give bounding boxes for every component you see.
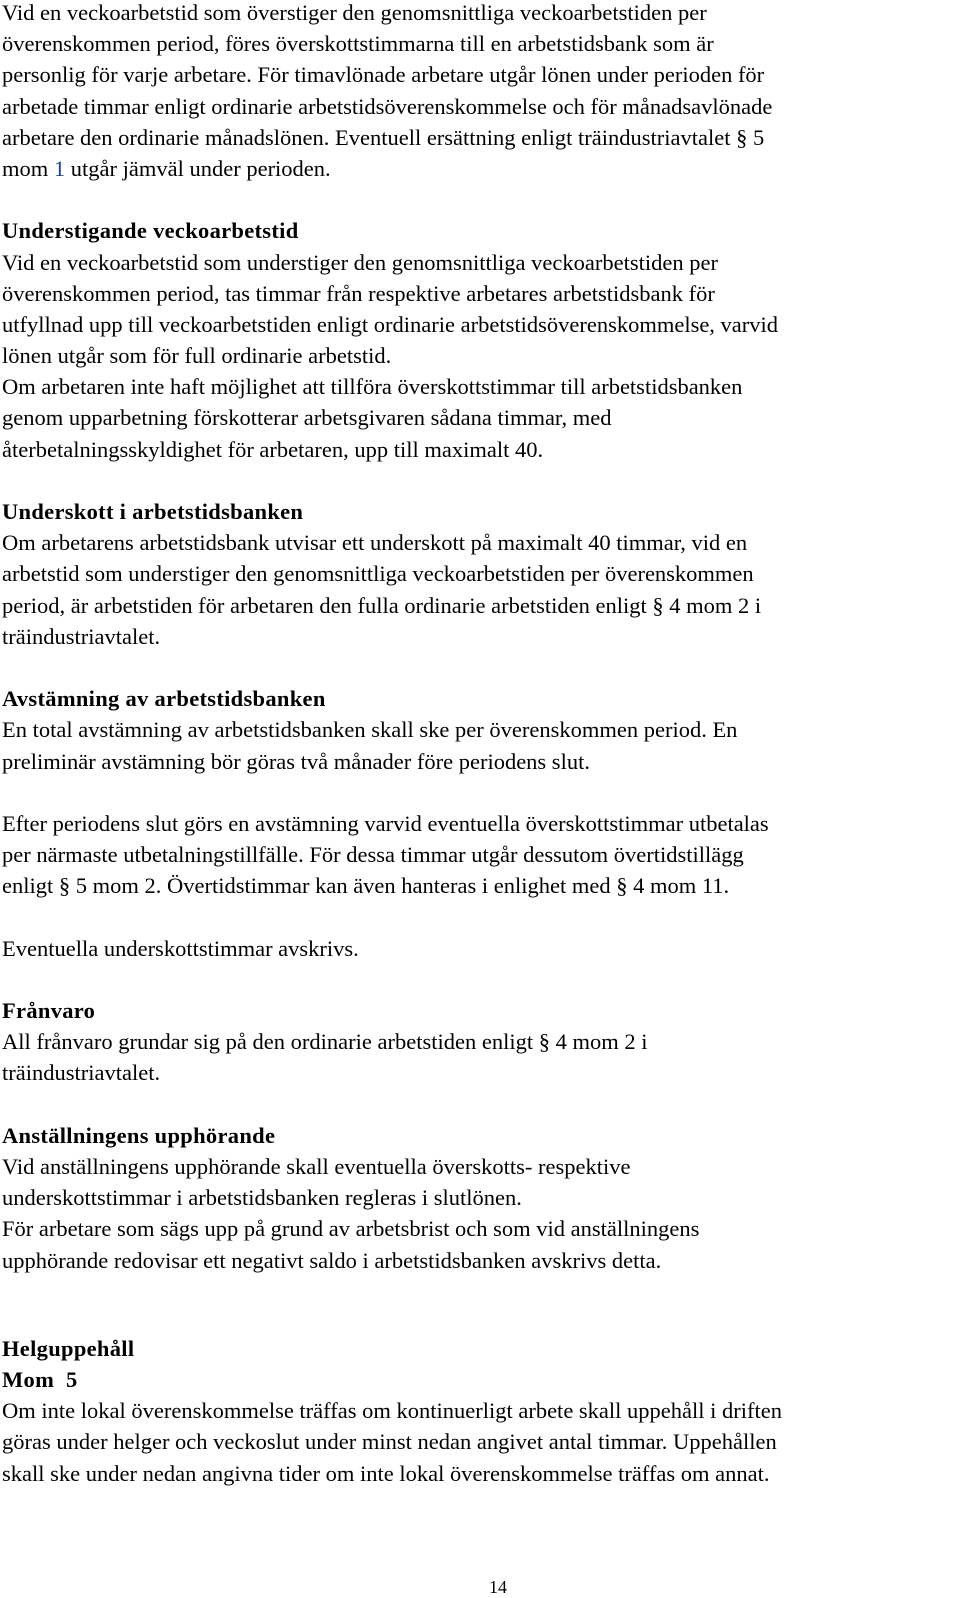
- paragraph-gap: [2, 964, 952, 995]
- document-page: [2, 0, 952, 1489]
- text-line: träindustriavtalet.: [2, 623, 161, 649]
- text-line: arbetade timmar enligt ordinarie arbetstidsöverenskommelse och för månadsavlönade: [2, 93, 773, 119]
- text-line: Om inte lokal överenskommelse träffas om kontinuerligt arbete skall uppehåll i driften: [2, 1398, 782, 1424]
- text-line: arbetstid som understiger den genomsnittliga veckoarbetstiden per överenskommen: [2, 561, 754, 587]
- text-line: skall ske under nedan angivna tider om inte lokal överenskommelse träffas om annat.: [2, 1460, 770, 1486]
- paragraph-gap: [2, 901, 952, 932]
- paragraph-gap: [2, 1089, 952, 1120]
- paragraph-gap: [2, 184, 952, 215]
- text-line: Vid en veckoarbetstid som understiger den genomsnittliga veckoarbetstiden per: [2, 249, 718, 275]
- paragraph-gap: [2, 652, 952, 683]
- text-line: Vid anställningens upphörande skall eventuella överskotts- respektive: [2, 1153, 631, 1179]
- text-segment: mom: [2, 155, 54, 181]
- section-heading: Underskott i arbetstidsbanken: [2, 499, 304, 524]
- paragraph-gap: [2, 1307, 952, 1333]
- paragraph-gap: [2, 1276, 952, 1307]
- text-line: Om arbetaren inte haft möjlighet att tillföra överskottstimmar till arbetstidsbanken: [2, 374, 743, 400]
- text-line: träindustriavtalet.: [2, 1060, 161, 1086]
- section-subheading: Mom 5: [2, 1367, 78, 1393]
- text-line: En total avstämning av arbetstidsbanken skall ske per överenskommen period. En: [2, 717, 738, 743]
- intro-paragraph: [2, 0, 952, 184]
- text-line: enligt § 5 mom 2. Övertidstimmar kan även hanteras i enlighet med § 4 mom 11.: [2, 873, 730, 899]
- section-anstallning: [2, 1120, 952, 1276]
- text-line: För arbetare som sägs upp på grund av arbetsbrist och som vid anställningens: [2, 1216, 700, 1242]
- section-heading: Understigande veckoarbetstid: [2, 218, 299, 244]
- section-heading: Anställningens upphörande: [2, 1122, 276, 1148]
- text-line: personlig för varje arbetare. För timavlönade arbetare utgår lönen under perioden för: [2, 62, 765, 88]
- text-line: period, är arbetstiden för arbetaren den fulla ordinarie arbetstiden enligt § 4 mom 2 i: [2, 592, 762, 618]
- section-underskott: [2, 496, 952, 652]
- text-line: överenskommen period, föres överskottstimmarna till en arbetstidsbank som är: [2, 31, 714, 57]
- text-line: genom upparbetning förskotterar arbetsgivaren sådana timmar, med: [2, 405, 612, 431]
- text-line: upphörande redovisar ett negativt saldo i arbetstidsbanken avskrivs detta.: [2, 1247, 662, 1273]
- text-line: lönen utgår som för full ordinarie arbetstid.: [2, 343, 392, 369]
- text-segment: utgår jämväl under perioden.: [65, 155, 331, 181]
- text-line: [2, 153, 952, 184]
- section-understigande: [2, 215, 952, 465]
- text-line: underskottstimmar i arbetstidsbanken regleras i slutlönen.: [2, 1185, 522, 1211]
- text-line: arbetare den ordinarie månadslönen. Eventuell ersättning enligt träindustriavtalet § 5: [2, 124, 765, 150]
- text-line: All frånvaro grundar sig på den ordinarie arbetstiden enligt § 4 mom 2 i: [2, 1029, 648, 1055]
- paragraph-gap: [2, 465, 952, 496]
- text-line: Eventuella underskottstimmar avskrivs.: [2, 935, 359, 961]
- section-helguppehall: [2, 1333, 952, 1489]
- text-line: göras under helger och veckoslut under minst nedan angivet antal timmar. Uppehållen: [2, 1429, 777, 1455]
- section-avstamning: [2, 683, 952, 964]
- text-line: Vid en veckoarbetstid som överstiger den genomsnittliga veckoarbetstiden per: [2, 0, 707, 25]
- text-line: utfyllnad upp till veckoarbetstiden enligt ordinarie arbetstidsöverenskommelse, varvid: [2, 311, 779, 337]
- text-line: överenskommen period, tas timmar från respektive arbetares arbetstidsbank för: [2, 280, 715, 306]
- text-line: per närmaste utbetalningstillfälle. För dessa timmar utgår dessutom övertidstillägg: [2, 842, 744, 868]
- section-heading: Avstämning av arbetstidsbanken: [2, 686, 326, 712]
- section-franvaro: [2, 995, 952, 1089]
- text-line: Efter periodens slut görs en avstämning varvid eventuella överskottstimmar utbetalas: [2, 810, 769, 836]
- reference-link[interactable]: 1: [53, 155, 66, 181]
- section-heading: Helguppehåll: [2, 1335, 135, 1361]
- page-number: 14: [489, 1577, 507, 1597]
- text-line: återbetalningsskyldighet för arbetaren, upp till maximalt 40.: [2, 436, 544, 462]
- section-heading: Frånvaro: [2, 998, 96, 1023]
- paragraph-gap: [2, 777, 952, 808]
- text-line: Om arbetarens arbetstidsbank utvisar ett underskott på maximalt 40 timmar, vid en: [2, 530, 748, 556]
- text-line: preliminär avstämning bör göras två månader före periodens slut.: [2, 748, 590, 774]
